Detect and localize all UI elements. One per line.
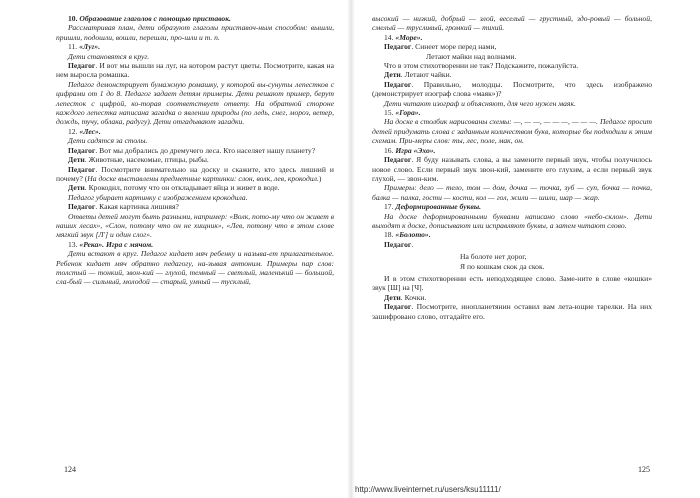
text-run: Педагог убирает картинку с изображением крокодила. (68, 192, 248, 202)
text-run: Педагог (68, 61, 96, 71)
text-run: . Крокодил, потому что он откладывает яйца и живет в воде. (84, 183, 280, 193)
text-paragraph (56, 42, 334, 51)
poem-block (372, 252, 652, 271)
text-paragraph (372, 117, 652, 145)
text-run: . Я буду называть слова, а вы замените первый звук, чтобы получилось новое слово. Если первый звук звон-кий, замените его глухим, а если первый звук глухой, — звон-ким. (372, 155, 652, 183)
text-paragraph (56, 212, 334, 240)
text-run: 13. (68, 239, 80, 249)
text-run: Педагог (68, 164, 96, 174)
text-run: . Синеет море перед нами, (411, 42, 497, 52)
text-paragraph (372, 14, 652, 33)
left-page-number: 124 (64, 464, 76, 474)
text-paragraph (56, 80, 334, 127)
text-run: . Какая картинка лишняя? (95, 202, 179, 212)
left-page-body (56, 14, 334, 287)
text-run: «Лес». (79, 126, 101, 136)
text-paragraph (372, 240, 652, 249)
text-run: Педагог (384, 302, 412, 312)
text-run: Дети (384, 70, 401, 80)
text-run: Образование глаголов с помощью приставок. (79, 14, 231, 23)
poem-line: На болоте нет дорог, (460, 252, 527, 262)
text-run: Педагог (384, 79, 412, 89)
text-run: 17. (384, 202, 396, 212)
text-run: Дети читают изограф и объясняют, для чего нужен маяк. (384, 98, 576, 108)
text-paragraph (56, 183, 334, 192)
text-paragraph (56, 249, 334, 287)
text-paragraph (372, 70, 652, 79)
text-run: Дети встают в круг. Педагог кидает мяч ребенку и называ-ет прилагательное. Ребенок кидает мяч обратно педагогу, на-зывая антоним. Примеры пар слов: толстый — тонкий, звон-кий — глухой, темный — светлый, маленький — большой, сла-бый — сильный, молодой — старый, умный — тусклый, (56, 249, 334, 287)
text-run: 16. (384, 145, 396, 155)
text-run: Педагог (68, 145, 96, 155)
text-paragraph (372, 146, 652, 155)
right-page (372, 14, 652, 474)
text-run: Рассматривая план, дети образуют глаголы приставоч-ным способом: вышли, пришли, подошли, вошли, перешли, про-шли и т. п. (56, 23, 334, 42)
book-gutter (347, 0, 355, 498)
text-run: Дети становятся в круг. (68, 51, 150, 61)
text-run: Игра «Эхо». (395, 145, 436, 155)
text-paragraph (372, 274, 652, 293)
text-paragraph (372, 212, 652, 231)
text-run: И в этом стихотворении есть неподходящее слово. Заме-ните в слове «кошки» звук [Ш] на [Ч]. (372, 273, 652, 293)
text-run: «Река». Игра с мячом. (79, 239, 154, 249)
text-run: Педагог (384, 42, 412, 52)
text-paragraph (372, 108, 652, 117)
text-run: высокий — низкий, добрый — злой, веселый — грустный, здо-ровый — больной, смелый — трусливый, громкий — тихий. (372, 14, 652, 33)
text-run: Педагог (384, 155, 412, 165)
text-paragraph (56, 155, 334, 164)
text-run: Дети (68, 183, 85, 193)
text-run: . И вот мы вышли на луг, на котором растут цветы. Посмотрите, какая на нем выросла ромашка. (56, 61, 334, 80)
text-paragraph (56, 127, 334, 136)
text-run: . (411, 239, 414, 249)
text-run: Педагог (68, 202, 96, 212)
text-paragraph (56, 165, 334, 184)
text-run: Примеры: дело — тело, том — дом, дочка — точка, зуб — суп, бочка — почка, балка — палка, гости — кости, кол — гол, жили — шили, шар — жар. (372, 183, 652, 202)
text-run: . Посмотрите, инопланетянин оставил вам лета-ющие тарелки. На них зашифровано слово, отгадайте его. (372, 302, 652, 321)
right-page-body (372, 14, 652, 249)
text-run: 11. (68, 42, 80, 52)
text-run: . Животные, насекомые, птицы, рыбы. (84, 155, 209, 165)
text-run: . Вот мы добрались до дремучего леса. Кто населяет нашу планету? (95, 145, 316, 155)
text-paragraph (56, 202, 334, 211)
text-run: Деформированные буквы. (395, 202, 482, 212)
text-paragraph (372, 99, 652, 108)
text-run: «Море». (395, 32, 423, 42)
text-paragraph (56, 14, 334, 23)
text-paragraph (372, 302, 652, 321)
text-paragraph (372, 52, 652, 61)
watermark-url: http://www.liveinternet.ru/users/ksu11111/ (355, 485, 501, 494)
text-paragraph (56, 23, 334, 42)
text-run: На доске выставлены предметные картинки: слон, волк, лев, крокодил. (87, 173, 319, 183)
text-run: На доске в столбик нарисованы схемы: —, — —, — — —, — — —. Педагог просит детей придумать слова с заданным количеством букв, которые бы подходили к этим схемам. При-меры слов: ты, лес, поле, мак, он. (372, 117, 652, 146)
text-run: На доске деформированными буквами написано слово «небо-склон». Дети выходят к доске, дописывают или исправляют буквы, а затем читают слово. (372, 211, 652, 230)
poem-line: Я по кошкам скок да скок. (460, 261, 545, 271)
text-run: . Посмотрите внимательно на доску и скажите, кто здесь лишний и почему? ( (56, 164, 334, 183)
text-paragraph (372, 33, 652, 42)
text-run: Дети (384, 292, 401, 302)
text-run: 15. (384, 108, 396, 118)
text-paragraph (372, 293, 652, 302)
text-paragraph (372, 155, 652, 183)
text-run: Что в этом стихотворении не так? Подскажите, пожалуйста. (384, 61, 579, 71)
left-page (56, 14, 334, 474)
text-paragraph (372, 230, 652, 239)
text-run: 18. (384, 230, 396, 240)
text-run: «Болото». (395, 230, 431, 240)
text-paragraph (372, 61, 652, 70)
text-run: . Летают чайки. (400, 70, 452, 80)
text-paragraph (372, 202, 652, 211)
text-run: «Гора». (395, 108, 421, 118)
text-run: 10. (68, 14, 80, 23)
text-paragraph (56, 136, 334, 145)
text-paragraph (56, 52, 334, 61)
text-paragraph (372, 42, 652, 51)
text-run: «Луг». (79, 42, 101, 52)
text-run: 14. (384, 32, 396, 42)
text-run: Педагог (384, 239, 412, 249)
right-page-body-after-poem (372, 274, 652, 321)
text-run: ) (318, 173, 322, 183)
text-run: 12. (68, 126, 80, 136)
text-run: Летают майки над волнами. (426, 51, 517, 61)
text-run: . Правильно, молодцы. Посмотрите, что здесь изображено (демонстрирует изограф слова «маяк»)? (372, 79, 652, 99)
text-paragraph (56, 240, 334, 249)
text-paragraph (372, 183, 652, 202)
text-run: Дети садятся за столы. (68, 136, 148, 146)
text-paragraph (56, 61, 334, 80)
text-run: Педагог демонстрирует бумажную ромашку, у которой вы-сунуты лепестков с цифрами от 1 до 8. Педагог задает детям примеры. Дети решают пример, берут лепесток с цифрой, ко-торая соответствует ответу. На обратной стороне каждого лепестка написана загадка о явлении природы (по ледь, снег, мороз, ветер, дождь, тучу, облака, радугу). Дети отгадывают загадки. (56, 79, 334, 127)
text-run: Дети (68, 155, 85, 165)
text-paragraph (56, 193, 334, 202)
text-run: . Кочки. (400, 292, 427, 302)
text-paragraph (372, 80, 652, 99)
text-paragraph (56, 146, 334, 155)
right-page-number: 125 (638, 464, 650, 474)
text-run: Ответы детей могут быть разными, например: «Волк, пото-му что он живет в наших лесах», «Слон, потому что он не хищник», «Лев, потому что в этом слове мягкий звук [Л'] и один слог». (56, 211, 334, 240)
